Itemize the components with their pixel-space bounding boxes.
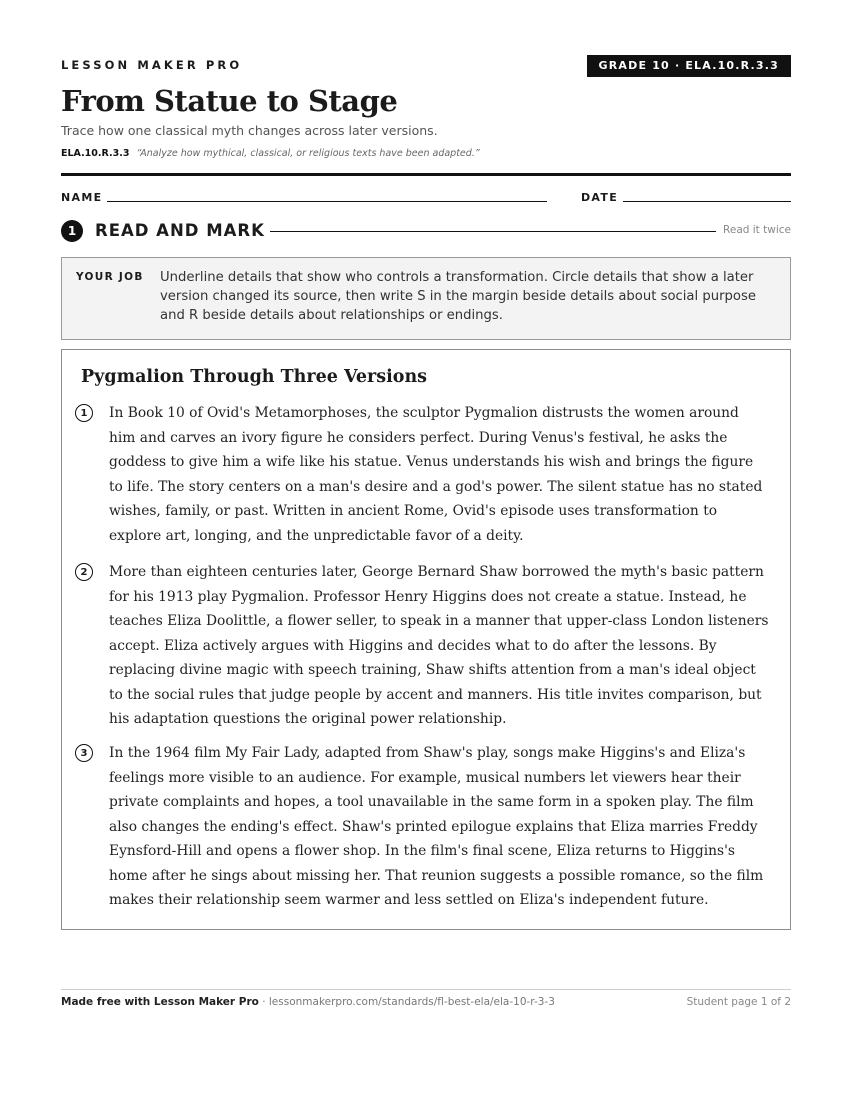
name-date-fields [61, 190, 791, 206]
grade-standard-badge: GRADE 10 · ELA.10.R.3.3 [587, 55, 791, 77]
paragraph-text: In Book 10 of Ovid's Metamorphoses, the sculptor Pygmalion distrusts the women around him and carves an ivory figure he considers perfect. During Venus's festival, he asks the goddess to give him a wife like his statue. Venus understands his wish and brings the figure to life. The story centers on a man's desire and a god's power. The silent statue has no stated wishes, family, or past. Written in ancient Rome, Ovid's episode uses transformation to explore art, longing, and the unpredictable favor of a deity. [109, 405, 763, 544]
section-title: READ AND MARK [95, 221, 265, 240]
paragraph-text: More than eighteen centuries later, George Bernard Shaw borrowed the myth's basic pattern for his 1913 play Pygmalion. Professor Henry Higgins does not create a statue. Instead, he teaches Eliza Doolittle, a flower seller, to speak in a manner that upper-class London listeners accept. Eliza actively argues with Higgins and decides what to do after the lessons. By replacing divine magic with speech training, Shaw shifts attention from a man's ideal object to the social rules that judge people by accent and manners. His title invites comparison, but his adaptation questions the original power relationship. [109, 564, 769, 727]
top-bar [61, 55, 791, 79]
paragraph-number: 2 [75, 563, 93, 581]
section-number-badge: 1 [61, 220, 83, 242]
page-subtitle: Trace how one classical myth changes across later versions. [61, 123, 438, 138]
page-number: Student page 1 of 2 [686, 996, 791, 1008]
section-note: Read it twice [723, 224, 791, 236]
footer-divider [61, 989, 791, 990]
reading-title: Pygmalion Through Three Versions [81, 367, 428, 387]
paragraph-number: 1 [75, 404, 93, 422]
paragraph-number: 3 [75, 744, 93, 762]
reading-passage-box [61, 349, 791, 930]
page-title: From Statue to Stage [61, 84, 398, 118]
section-divider [270, 231, 716, 232]
date-label: DATE [581, 191, 619, 204]
name-label: NAME [61, 191, 103, 204]
standard-line [61, 148, 480, 159]
date-field[interactable] [623, 201, 791, 202]
brand-name: LESSON MAKER PRO [61, 58, 243, 72]
standard-description: “Analyze how mythical, classical, or religious texts have been adapted.” [136, 148, 480, 159]
your-job-instructions: Underline details that show who controls a transformation. Circle details that show a later version changed its source, then write S in the margin beside details about social purpose and R beside details about relationships or endings. [160, 270, 756, 323]
your-job-box [61, 257, 791, 340]
paragraph-text: In the 1964 film My Fair Lady, adapted from Shaw's play, songs make Higgins's and Eliza's feelings more visible to an audience. For example, musical numbers let viewers hear their private complaints and hopes, a tool unavailable in the same form in a spoken play. The film also changes the ending's effect. Shaw's printed epilogue explains that Eliza marries Freddy Eynsford-Hill and opens a flower shop. In the film's final scene, Eliza returns to Higgins's home after he sings about missing her. That reunion suggests a possible romance, so the film makes their relationship seem warmer and less settled on Eliza's independent future. [109, 745, 764, 908]
standard-code: ELA.10.R.3.3 [61, 148, 130, 159]
header-divider [61, 173, 791, 176]
footer-made-with: Made free with Lesson Maker Pro [61, 996, 259, 1008]
footer-credit [61, 996, 555, 1008]
section-header [61, 220, 791, 242]
footer-url[interactable]: · lessonmakerpro.com/standards/fl-best-ela/ela-10-r-3-3 [262, 996, 555, 1008]
your-job-label: YOUR JOB [76, 271, 144, 283]
name-field[interactable] [107, 201, 547, 202]
